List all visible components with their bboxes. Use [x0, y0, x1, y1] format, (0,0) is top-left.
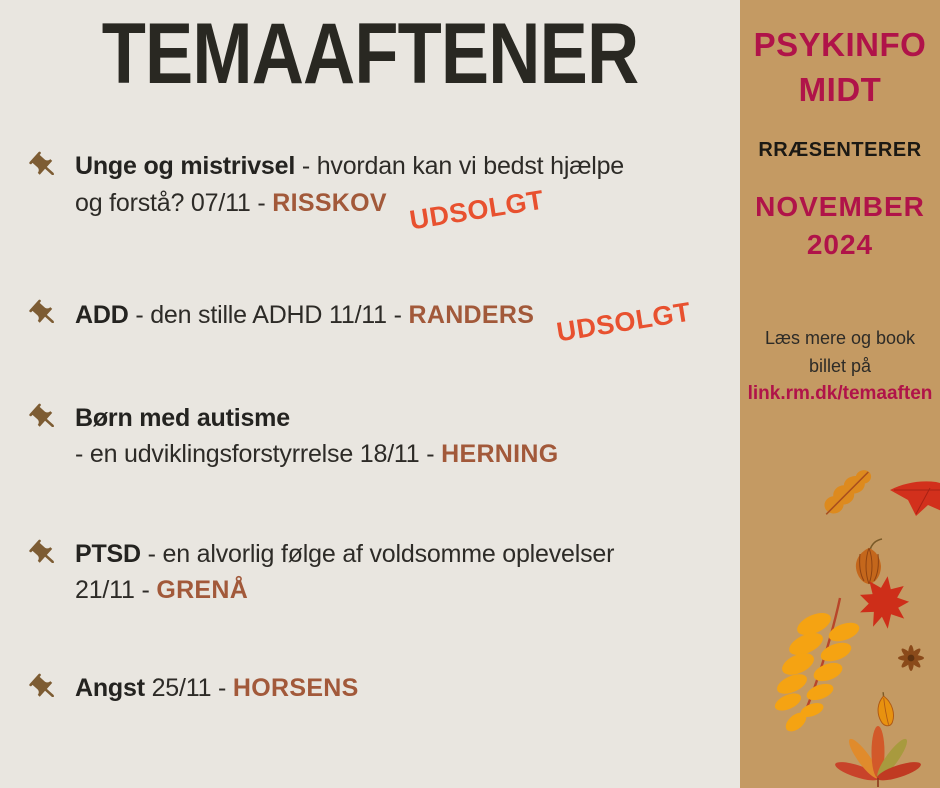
event-item-angst — [28, 670, 359, 706]
star-anise-icon — [895, 642, 927, 674]
event-line — [75, 572, 614, 608]
pushpin-icon — [28, 402, 62, 436]
sold-out-stamp: UDSOLGT — [554, 296, 694, 348]
cta-line2: billet på — [808, 356, 872, 376]
event-title: Børn med autisme — [75, 404, 290, 432]
corner-maple-leaf-icon — [890, 480, 940, 518]
page-title: TEMAAFTENER — [101, 6, 639, 102]
brand-line2: MIDT — [798, 71, 882, 108]
event-line — [75, 184, 624, 236]
event-line — [75, 670, 359, 706]
event-city: RISSKOV — [272, 189, 387, 217]
maple-leaf-icon — [855, 573, 914, 632]
event-item-ptsd — [28, 536, 614, 608]
presents-label: RRÆSENTERER — [758, 139, 922, 161]
event-date: 21/11 - — [75, 576, 157, 604]
brand-name — [740, 22, 940, 112]
event-item-add — [28, 296, 694, 348]
pushpin-icon — [28, 298, 62, 332]
event-item-unge-og-mistrivsel — [28, 148, 624, 236]
event-line — [75, 296, 694, 348]
sidebar-panel — [740, 0, 940, 788]
event-city: HORSENS — [232, 674, 359, 702]
event-title: ADD — [75, 301, 129, 329]
event-date: - en udviklingsforstyrrelse 18/11 - — [75, 440, 442, 468]
cta-line1: Læs mere og book — [764, 328, 916, 348]
event-line — [75, 148, 624, 184]
event-line — [75, 536, 614, 572]
event-month — [740, 188, 940, 264]
sold-out-stamp: UDSOLGT — [407, 184, 546, 236]
event-date: og forstå? 07/11 - — [75, 189, 273, 217]
event-title: Angst — [75, 674, 145, 702]
call-to-action — [740, 324, 940, 408]
event-city: HERNING — [441, 440, 559, 468]
booking-link[interactable]: link.rm.dk/temaaften — [747, 383, 933, 404]
event-title: Unge og mistrivsel — [75, 152, 296, 180]
brand-line1: PSYKINFO — [753, 26, 927, 63]
pushpin-icon — [28, 672, 62, 706]
event-line — [75, 400, 559, 436]
creeper-leaf-icon — [830, 720, 922, 788]
event-description: - en alvorlig følge af voldsomme oplevelser — [140, 540, 615, 568]
event-city: RANDERS — [408, 301, 535, 329]
event-description: - hvordan kan vi bedst hjælpe — [295, 152, 624, 180]
event-title: PTSD — [75, 540, 141, 568]
event-description: - den stille ADHD 11/11 - — [128, 301, 409, 329]
event-item-boern-med-autisme — [28, 400, 559, 472]
oak-leaf-icon — [816, 463, 881, 522]
rowan-leaf-icon — [768, 596, 863, 734]
event-line — [75, 436, 559, 472]
month-year: 2024 — [806, 229, 874, 260]
month-name: NOVEMBER — [755, 191, 925, 222]
pushpin-icon — [28, 538, 62, 572]
pushpin-icon — [28, 150, 62, 184]
event-date: 25/11 - — [144, 674, 233, 702]
event-city: GRENÅ — [156, 576, 249, 604]
